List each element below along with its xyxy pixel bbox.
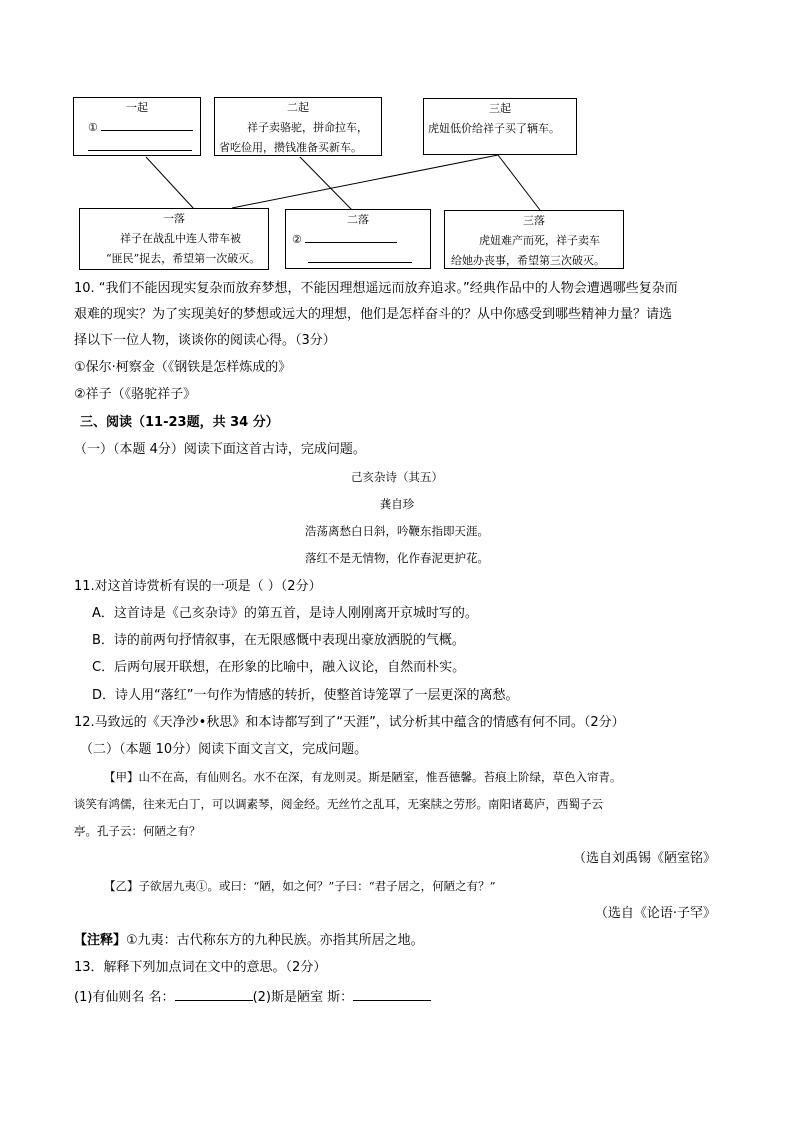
passage-jia-line-3: 亭。孔子云：何陋之有？: [74, 824, 201, 838]
q11-option-a[interactable]: A．这首诗是《己亥杂诗》的第五首，是诗人刚刚离开京城时写的。: [92, 606, 478, 621]
diagram-box-rise-2: [214, 97, 382, 156]
part-1-heading: （一）（本题 4分）阅读下面这首古诗，完成问题。: [74, 442, 366, 457]
annotation-label: 【注释】: [74, 933, 127, 948]
poem-author: 龚自珍: [379, 497, 415, 511]
box-text: 给她办丧事，希望第三次破灭。: [451, 254, 605, 267]
q11-stem: 11.对这首诗赏析有误的一项是（ ）（2分）: [74, 579, 322, 594]
annotation-text: ①九夷：古代称东方的九种民族。亦指其所居之地。: [126, 933, 424, 948]
diagram-box-fall-3: [444, 210, 624, 269]
q12-stem: 12.马致远的《天净沙•秋思》和本诗都写到了“天涯”，试分析其中蕴含的情感有何不同。（2分）: [74, 715, 625, 730]
q13-blank-2[interactable]: [353, 988, 431, 1001]
diagram-box-rise-3: [423, 98, 577, 155]
poem-line-2: 落红不是无情物，化作春泥更护花。: [305, 551, 489, 565]
q10-line-3: 择以下一位人物，谈谈你的阅读心得。（3分）: [74, 333, 336, 348]
part-2-heading: （二）（本题 10分）阅读下面文言文，完成问题。: [80, 742, 368, 757]
answer-blank-2b[interactable]: [308, 250, 412, 263]
q13-blank-1[interactable]: [175, 988, 253, 1001]
box-title: 二起: [287, 101, 309, 114]
box-title: 二落: [347, 213, 369, 226]
blank-marker: ②: [292, 233, 302, 246]
box-title: 一起: [126, 101, 148, 114]
q11-option-b[interactable]: B．诗的前两句抒情叙事，在无限感慨中表现出豪放洒脱的气概。: [92, 633, 465, 648]
poem-title: 己亥杂诗（其五）: [351, 470, 443, 484]
q10-line-1: 10. “我们不能因现实复杂而放弃梦想，不能因理想遥远而放弃追求。”经典作品中的人物会遭遇哪些复杂而: [74, 281, 678, 296]
box-text: 虎妞低价给祥子买了辆车。: [428, 122, 560, 135]
box-text: 省吃俭用，攒钱准备买新车。: [219, 141, 362, 154]
box-text: 虎妞难产而死，祥子卖车: [479, 234, 600, 247]
q10-line-2: 艰难的现实？为了实现美好的梦想或远大的理想，他们是怎样奋斗的？从中你感受到哪些精神力量？请选: [74, 307, 673, 322]
section-3-heading: 三、阅读（11-23题，共 34 分）: [80, 415, 279, 430]
diagram-box-fall-2: [285, 209, 431, 269]
passage-jia-source: （选自刘禹锡《陋室铭》: [572, 851, 716, 866]
box-title: 三落: [523, 214, 545, 227]
box-title: 三起: [489, 102, 511, 115]
box-title: 一落: [163, 212, 185, 225]
q13-item-2: (2)斯是陋室 斯：: [252, 990, 354, 1005]
box-text: 祥子卖骆驼，拼命拉车，: [247, 121, 368, 134]
q13-items: [74, 988, 431, 1007]
answer-blank-1[interactable]: [101, 118, 193, 131]
q10-option-2: ②祥子（《骆驼祥子》: [74, 387, 197, 402]
blank-marker: ①: [88, 121, 98, 134]
q13-item-1: (1)有仙则名 名：: [74, 990, 175, 1005]
diagram-box-fall-1: [79, 208, 269, 270]
poem-line-1: 浩荡离愁白日斜，吟鞭东指即天涯。: [305, 524, 489, 538]
annotation: [74, 932, 424, 950]
box-text: 祥子在战乱中连人带车被: [120, 232, 241, 245]
q10-option-1: ①保尔·柯察金（《钢铁是怎样炼成的》: [74, 360, 292, 375]
answer-blank-2[interactable]: [305, 230, 397, 243]
answer-blank-1b[interactable]: [88, 138, 192, 151]
q11-option-d[interactable]: D．诗人用“落红”一句作为情感的转折，使整首诗笼罩了一层更深的离愁。: [92, 688, 519, 703]
passage-jia-line-1: 【甲】山不在高，有仙则名。水不在深，有龙则灵。斯是陋室，惟吾德馨。苔痕上阶绿，草色入帘青。: [104, 770, 622, 784]
passage-jia-line-2: 谈笑有鸿儒，往来无白丁，可以调素琴，阅金经。无丝竹之乱耳，无案牍之劳形。南阳诸葛庐，西蜀子云: [74, 797, 603, 811]
passage-yi-line-1: 【乙】子欲居九夷①。或曰：“陋，如之何？”子曰：“君子居之，何陋之有？”: [104, 879, 496, 893]
box-text: “匪民”捉去，希望第一次破灭。: [106, 252, 261, 265]
passage-yi-source: （选自《论语·子罕》: [594, 906, 716, 921]
q13-stem: 13．解释下列加点词在文中的意思。（2分）: [74, 960, 327, 975]
diagram-box-rise-1: [73, 97, 201, 156]
q11-option-c[interactable]: C．后两句展开联想，在形象的比喻中，融入议论，自然而朴实。: [92, 660, 466, 675]
